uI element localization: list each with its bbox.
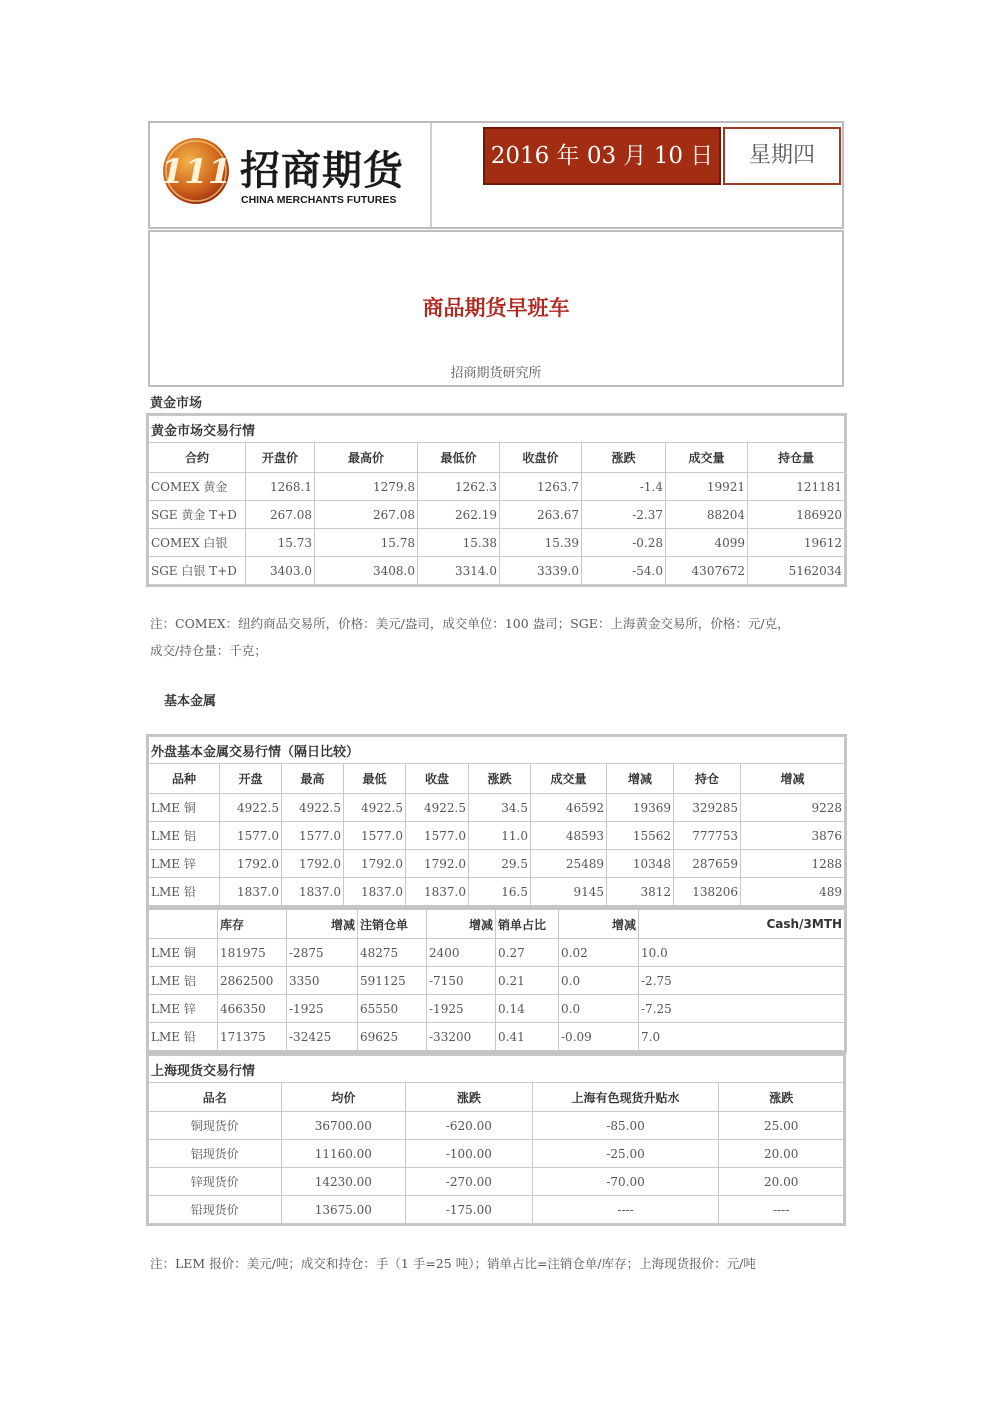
table-cell: 1268.1: [246, 473, 315, 501]
table-row: [149, 529, 845, 557]
table-cell: 1792.0: [282, 850, 344, 878]
table-cell: 4307672: [666, 557, 748, 585]
table-cell: 88204: [666, 501, 748, 529]
column-header: 持仓量: [748, 443, 845, 473]
table-cell: 20.00: [719, 1140, 844, 1168]
table-cell: 1792.0: [406, 850, 469, 878]
row-label-cell: LME 铝: [149, 967, 218, 995]
table-cell: -70.00: [532, 1168, 719, 1196]
table-cell: 69625: [358, 1023, 427, 1051]
table-row: [149, 473, 845, 501]
table-cell: 0.02: [559, 939, 639, 967]
table-cell: 1577.0: [344, 822, 406, 850]
table-row: [149, 822, 845, 850]
gold-section-title: 黄金市场: [150, 396, 203, 411]
table-cell: 1837.0: [344, 878, 406, 906]
row-label-cell: 铜现货价: [149, 1112, 282, 1140]
row-label-cell: LME 铅: [149, 878, 220, 906]
table-cell: 287659: [674, 850, 741, 878]
row-label-cell: COMEX 白银: [149, 529, 246, 557]
table-cell: ----: [719, 1196, 844, 1224]
table-cell: -100.00: [406, 1140, 533, 1168]
table-row: [149, 1140, 844, 1168]
table-cell: -1.4: [582, 473, 666, 501]
column-header: 上海有色现货升贴水: [532, 1083, 719, 1112]
table-cell: 3314.0: [418, 557, 500, 585]
table-cell: -32425: [287, 1023, 358, 1051]
column-header: 品种: [149, 764, 220, 794]
title-box: [148, 230, 844, 387]
table-cell: 11.0: [469, 822, 531, 850]
table-cell: 19921: [666, 473, 748, 501]
table-cell: 4922.5: [344, 794, 406, 822]
table-cell: ----: [532, 1196, 719, 1224]
table-cell: 15562: [607, 822, 674, 850]
table-cell: 15.38: [418, 529, 500, 557]
table-cell: 10348: [607, 850, 674, 878]
table-cell: 263.67: [500, 501, 582, 529]
table-cell: 15.39: [500, 529, 582, 557]
table-cell: 13675.00: [281, 1196, 406, 1224]
gold-table-header: [149, 443, 845, 473]
gold-market-table: [148, 415, 845, 585]
column-header: 涨跌: [406, 1083, 533, 1112]
table-cell: 65550: [358, 995, 427, 1023]
table-cell: 0.21: [496, 967, 559, 995]
table-cell: 19612: [748, 529, 845, 557]
table-cell: 1577.0: [282, 822, 344, 850]
column-header: 成交量: [531, 764, 607, 794]
table-cell: 121181: [748, 473, 845, 501]
table-cell: 16.5: [469, 878, 531, 906]
row-label-cell: LME 铝: [149, 822, 220, 850]
table-cell: -1925: [287, 995, 358, 1023]
row-label-cell: SGE 白银 T+D: [149, 557, 246, 585]
table-cell: -33200: [427, 1023, 496, 1051]
table-cell: 0.14: [496, 995, 559, 1023]
shanghai-table-header: [149, 1083, 844, 1112]
table-cell: 36700.00: [281, 1112, 406, 1140]
table-cell: 1262.3: [418, 473, 500, 501]
table-cell: 1577.0: [406, 822, 469, 850]
table-cell: -7.25: [639, 995, 845, 1023]
metals-table-caption: 外盘基本金属交易行情（隔日比较）: [149, 737, 845, 764]
table-cell: 14230.00: [281, 1168, 406, 1196]
table-cell: 19369: [607, 794, 674, 822]
table-cell: -175.00: [406, 1196, 533, 1224]
column-header: 开盘: [220, 764, 282, 794]
column-header: 涨跌: [469, 764, 531, 794]
table-cell: 262.19: [418, 501, 500, 529]
column-header: 库存: [218, 910, 287, 939]
table-row: [149, 1168, 844, 1196]
table-cell: 10.0: [639, 939, 845, 967]
table-row: [149, 501, 845, 529]
page-title: 商品期货早班车: [422, 296, 570, 320]
table-cell: 267.08: [315, 501, 418, 529]
column-header: 均价: [281, 1083, 406, 1112]
table-cell: 0.0: [559, 967, 639, 995]
row-label-cell: 铅现货价: [149, 1196, 282, 1224]
metals-note: 注：LEM 报价：美元/吨；成交和持仓：手（1 手=25 吨）；销单占比=注销仓单/库存；上海现货报价：元/吨: [150, 1256, 756, 1271]
table-cell: 25.00: [719, 1112, 844, 1140]
table-row: [149, 1112, 844, 1140]
row-label-cell: LME 锌: [149, 850, 220, 878]
table-cell: 3350: [287, 967, 358, 995]
table-cell: 1263.7: [500, 473, 582, 501]
table-cell: 3339.0: [500, 557, 582, 585]
column-header: [149, 910, 218, 939]
table-cell: -2875: [287, 939, 358, 967]
table-cell: -1925: [427, 995, 496, 1023]
table-row: [149, 967, 845, 995]
row-label-cell: LME 铜: [149, 939, 218, 967]
table-cell: 181975: [218, 939, 287, 967]
table-cell: -2.37: [582, 501, 666, 529]
table-cell: 591125: [358, 967, 427, 995]
table-cell: -0.09: [559, 1023, 639, 1051]
lme-metals-table: [148, 736, 845, 906]
column-header: 合约: [149, 443, 246, 473]
table-cell: 4922.5: [220, 794, 282, 822]
table-cell: 1837.0: [220, 878, 282, 906]
table-cell: -270.00: [406, 1168, 533, 1196]
table-cell: 777753: [674, 822, 741, 850]
table-cell: 34.5: [469, 794, 531, 822]
table-cell: 489: [741, 878, 845, 906]
table-row: [149, 850, 845, 878]
row-label-cell: LME 锌: [149, 995, 218, 1023]
table-cell: 20.00: [719, 1168, 844, 1196]
column-header: 最低: [344, 764, 406, 794]
table-cell: 9228: [741, 794, 845, 822]
column-header: 销单占比: [496, 910, 559, 939]
table-row: [149, 939, 845, 967]
column-header: Cash/3MTH: [639, 910, 845, 939]
table-cell: 4922.5: [282, 794, 344, 822]
table-cell: 9145: [531, 878, 607, 906]
metals-table-header: [149, 764, 845, 794]
table-cell: -25.00: [532, 1140, 719, 1168]
column-header: 涨跌: [582, 443, 666, 473]
column-header: 持仓: [674, 764, 741, 794]
table-cell: 3408.0: [315, 557, 418, 585]
report-weekday: 星期四: [723, 127, 841, 185]
row-label-cell: SGE 黄金 T+D: [149, 501, 246, 529]
table-row: [149, 995, 845, 1023]
table-cell: 267.08: [246, 501, 315, 529]
gold-note-line2: 成交/持仓量：千克；: [150, 643, 267, 658]
column-header: 最高: [282, 764, 344, 794]
table-cell: 2862500: [218, 967, 287, 995]
table-cell: 29.5: [469, 850, 531, 878]
table-cell: 1577.0: [220, 822, 282, 850]
column-header: 注销仓单: [358, 910, 427, 939]
column-header: 开盘价: [246, 443, 315, 473]
row-label-cell: LME 铜: [149, 794, 220, 822]
table-cell: 329285: [674, 794, 741, 822]
gold-note-line1: 注：COMEX：纽约商品交易所，价格：美元/盎司，成交单位：100 盎司；SGE：上海黄金交易所，价格：元/克，: [150, 616, 790, 631]
table-cell: -7150: [427, 967, 496, 995]
table-row: [149, 1196, 844, 1224]
logo-cell: [150, 123, 432, 227]
report-header: [148, 121, 844, 229]
row-label-cell: LME 铅: [149, 1023, 218, 1051]
svg-text:111: 111: [160, 152, 232, 192]
column-header: 增减: [287, 910, 358, 939]
shanghai-table-caption: 上海现货交易行情: [149, 1056, 844, 1083]
stocks-table-header: [149, 910, 845, 939]
row-label-cell: COMEX 黄金: [149, 473, 246, 501]
column-header: 增减: [741, 764, 845, 794]
column-header: 涨跌: [719, 1083, 844, 1112]
row-label-cell: 铝现货价: [149, 1140, 282, 1168]
table-cell: -620.00: [406, 1112, 533, 1140]
column-header: 成交量: [666, 443, 748, 473]
column-header: 增减: [559, 910, 639, 939]
column-header: 收盘: [406, 764, 469, 794]
logo-chinese: 招商期货: [240, 148, 404, 194]
column-header: 最低价: [418, 443, 500, 473]
table-row: [149, 557, 845, 585]
table-cell: 15.78: [315, 529, 418, 557]
column-header: 增减: [427, 910, 496, 939]
table-cell: 4922.5: [406, 794, 469, 822]
column-header: 最高价: [315, 443, 418, 473]
metals-section-title: 基本金属: [164, 694, 217, 709]
table-cell: 0.27: [496, 939, 559, 967]
table-cell: 7.0: [639, 1023, 845, 1051]
report-date: 2016 年 03 月 10 日: [483, 127, 721, 185]
table-cell: 3812: [607, 878, 674, 906]
table-cell: 11160.00: [281, 1140, 406, 1168]
table-row: [149, 794, 845, 822]
table-cell: 1837.0: [406, 878, 469, 906]
table-cell: 2400: [427, 939, 496, 967]
logo-english: CHINA MERCHANTS FUTURES: [241, 194, 397, 206]
table-cell: 5162034: [748, 557, 845, 585]
table-cell: -0.28: [582, 529, 666, 557]
table-cell: 1279.8: [315, 473, 418, 501]
table-cell: 466350: [218, 995, 287, 1023]
table-cell: 3876: [741, 822, 845, 850]
table-cell: 0.0: [559, 995, 639, 1023]
table-cell: 186920: [748, 501, 845, 529]
table-cell: 1837.0: [282, 878, 344, 906]
table-cell: 0.41: [496, 1023, 559, 1051]
row-label-cell: 锌现货价: [149, 1168, 282, 1196]
table-cell: -85.00: [532, 1112, 719, 1140]
table-row: [149, 878, 845, 906]
table-cell: 46592: [531, 794, 607, 822]
table-cell: 15.73: [246, 529, 315, 557]
table-row: [149, 1023, 845, 1051]
table-cell: 1288: [741, 850, 845, 878]
table-cell: -54.0: [582, 557, 666, 585]
table-cell: 1792.0: [220, 850, 282, 878]
table-cell: 138206: [674, 878, 741, 906]
table-cell: 4099: [666, 529, 748, 557]
table-cell: 25489: [531, 850, 607, 878]
column-header: 增减: [607, 764, 674, 794]
table-cell: -2.75: [639, 967, 845, 995]
column-header: 品名: [149, 1083, 282, 1112]
column-header: 收盘价: [500, 443, 582, 473]
table-cell: 48593: [531, 822, 607, 850]
lme-stocks-table: [148, 909, 845, 1051]
gold-table-caption: 黄金市场交易行情: [149, 416, 845, 443]
shanghai-spot-table: [148, 1055, 844, 1224]
table-cell: 3403.0: [246, 557, 315, 585]
table-cell: 48275: [358, 939, 427, 967]
table-cell: 171375: [218, 1023, 287, 1051]
table-cell: 1792.0: [344, 850, 406, 878]
publisher-name: 招商期货研究所: [450, 366, 542, 381]
